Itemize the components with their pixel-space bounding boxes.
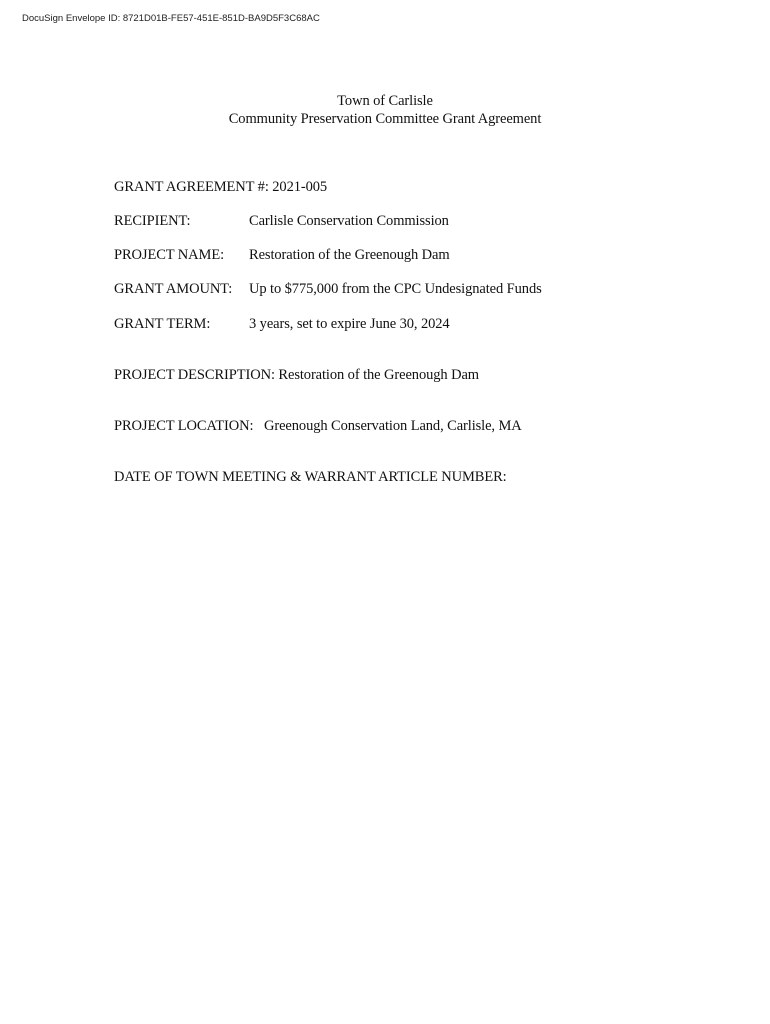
town-meeting-warrant-article: DATE OF TOWN MEETING & WARRANT ARTICLE NUMBER: — [114, 469, 507, 485]
grant-amount-value: Up to $775,000 from the CPC Undesignated Funds — [249, 281, 542, 297]
grant-amount-label: GRANT AMOUNT: — [114, 281, 233, 297]
title-committee: Community Preservation Committee Grant Agreement — [228, 110, 542, 127]
recipient-label: RECIPIENT: — [114, 213, 191, 229]
project-name-label: PROJECT NAME: — [114, 247, 225, 263]
document-title — [0, 93, 770, 128]
title-town: Town of Carlisle — [337, 93, 433, 109]
grant-term-value: 3 years, set to expire June 30, 2024 — [249, 316, 450, 332]
project-name-value: Restoration of the Greenough Dam — [249, 247, 450, 263]
project-description: PROJECT DESCRIPTION: Restoration of the Greenough Dam — [114, 367, 479, 383]
project-location: PROJECT LOCATION: Greenough Conservation Land, Carlisle, MA — [114, 418, 522, 434]
recipient-value: Carlisle Conservation Commission — [249, 213, 449, 229]
docusign-envelope-id: DocuSign Envelope ID: 8721D01B-FE57-451E-851D-BA9D5F3C68AC — [22, 13, 320, 24]
grant-term-label: GRANT TERM: — [114, 316, 211, 332]
grant-agreement-number: GRANT AGREEMENT #: 2021-005 — [114, 179, 328, 195]
